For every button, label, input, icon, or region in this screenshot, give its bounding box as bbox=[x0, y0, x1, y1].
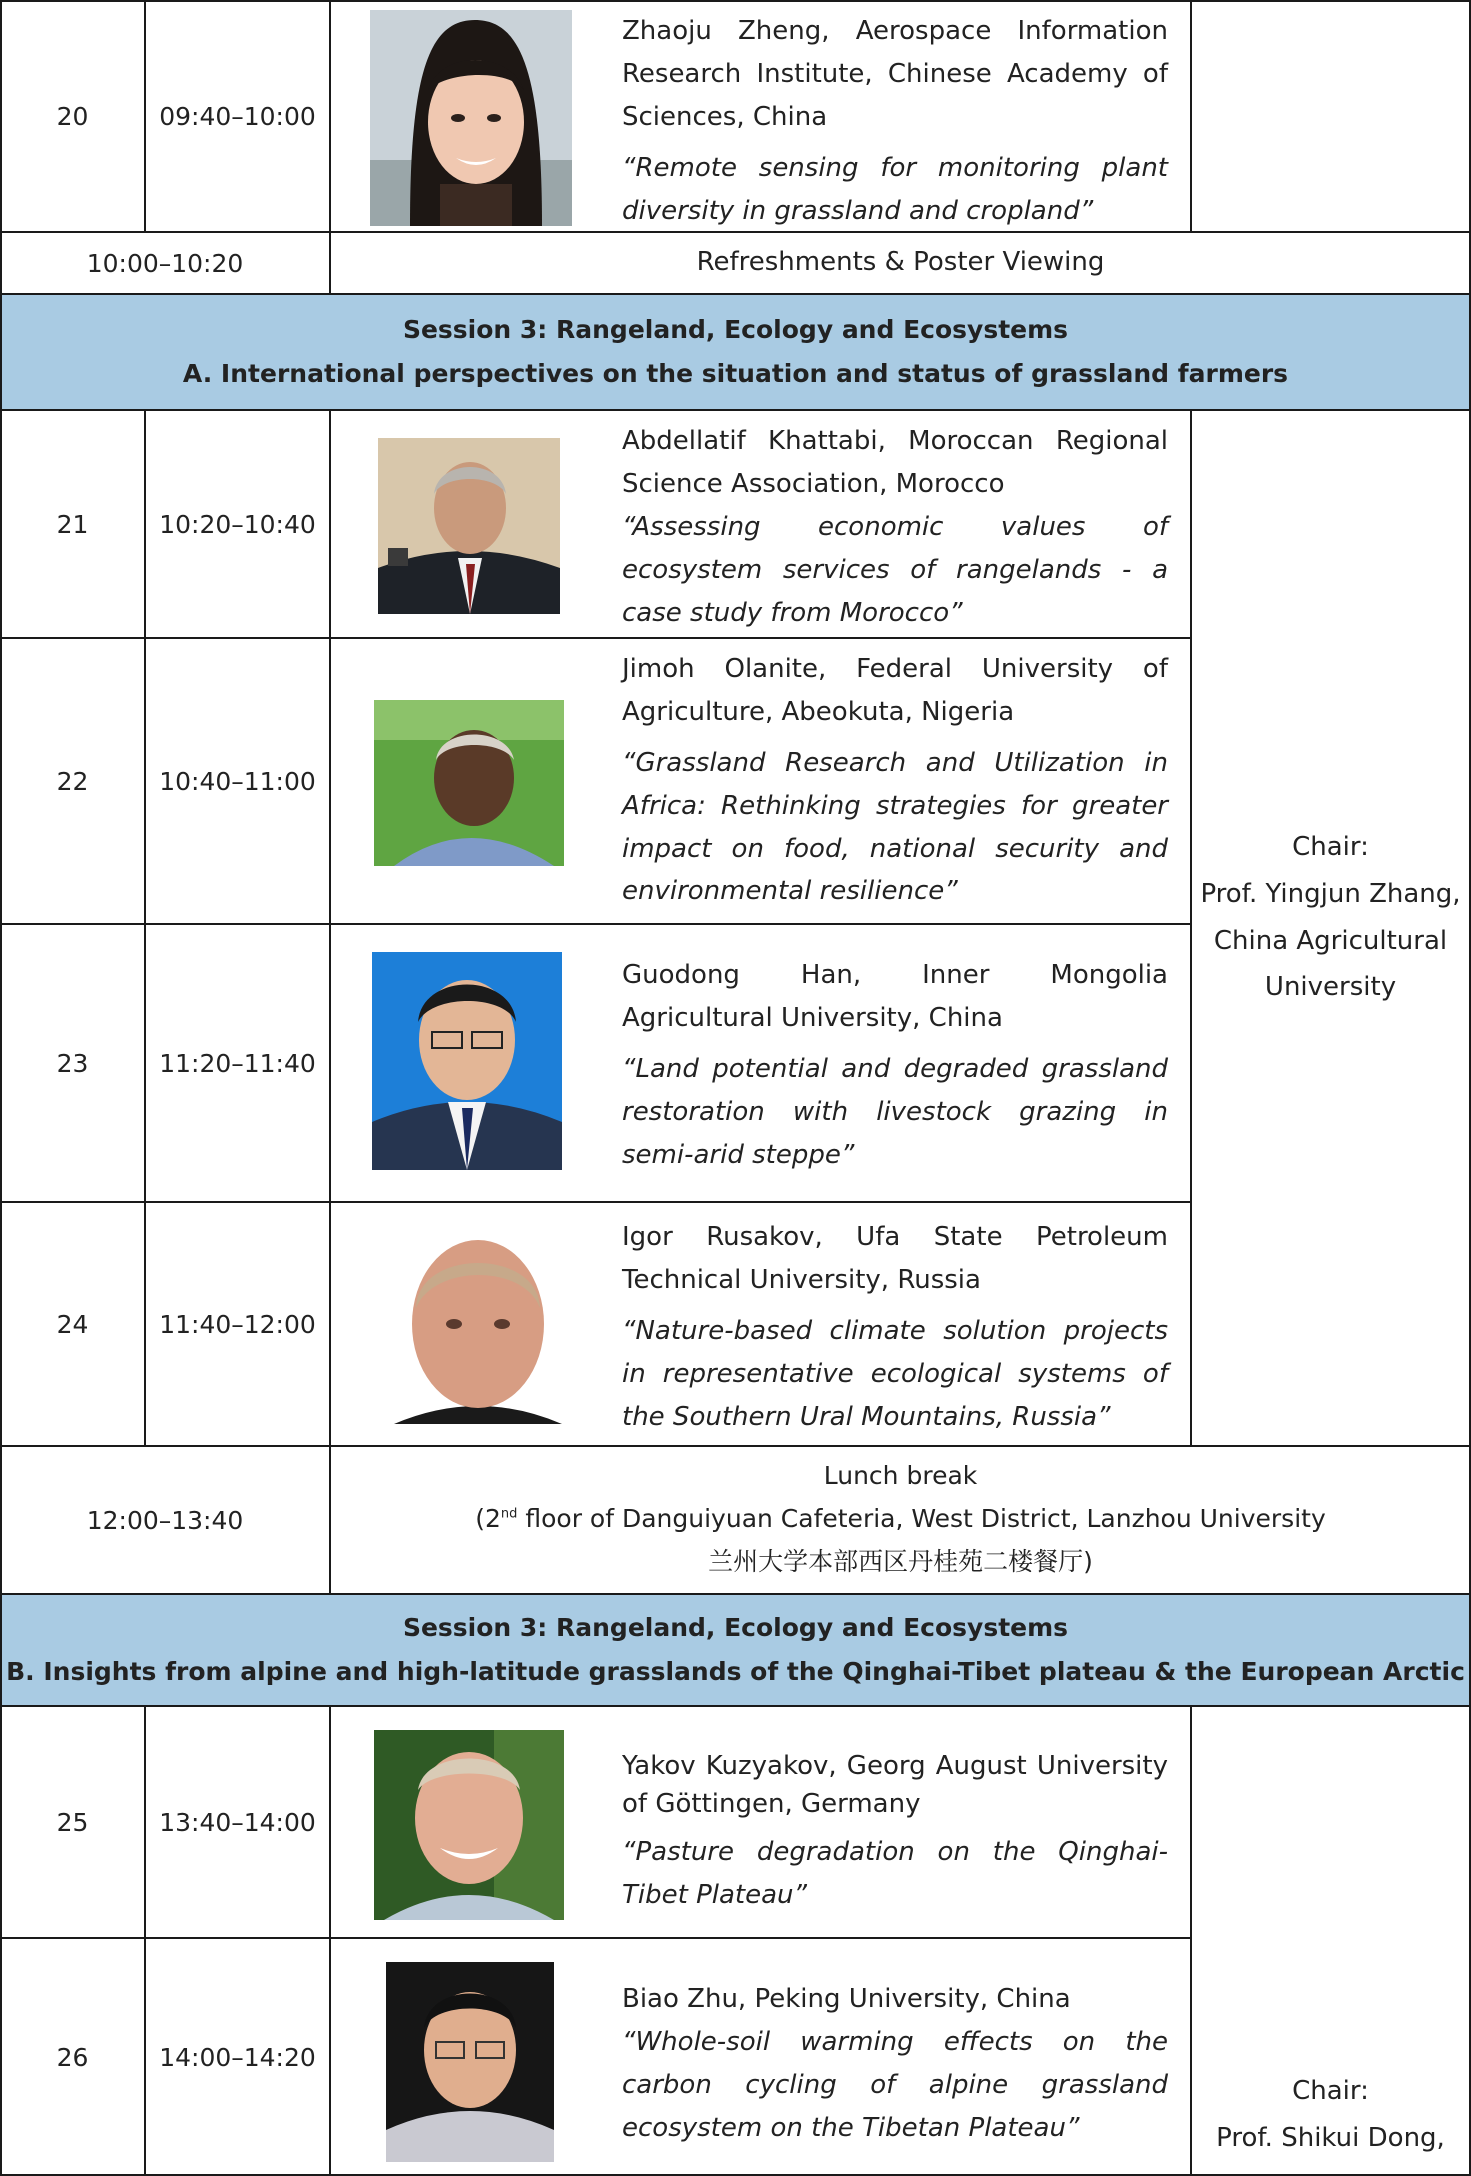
speaker-photo-zheng bbox=[370, 10, 572, 226]
row-time bbox=[145, 924, 330, 1202]
speaker-info bbox=[622, 6, 1182, 228]
talk-title: “Pasture degradation on the Qinghai-Tibet Plateau” bbox=[622, 1837, 1168, 1911]
row-number bbox=[0, 1202, 145, 1446]
lunch-location-chinese: 兰州大学本部西区丹桂苑二楼餐厅) bbox=[708, 1547, 1093, 1576]
speaker-photo-kuzyakov bbox=[374, 1730, 564, 1920]
lunch-location-sup: nd bbox=[500, 1506, 518, 1522]
row-divider bbox=[0, 0, 1471, 2]
speaker-photo-khattabi bbox=[378, 438, 560, 614]
chair-affiliation-line2: University bbox=[1264, 972, 1397, 1003]
row-number bbox=[0, 924, 145, 1202]
row-time-text: 10:40–11:00 bbox=[159, 766, 316, 796]
row-divider bbox=[0, 1445, 1471, 1447]
chair-b bbox=[1190, 1706, 1471, 2176]
break-time bbox=[0, 232, 330, 294]
chair-label: Chair: bbox=[1292, 2076, 1369, 2106]
speaker-photo-han bbox=[372, 952, 562, 1170]
row-divider bbox=[0, 1201, 1191, 1203]
speaker-info bbox=[622, 950, 1182, 1198]
col-divider bbox=[329, 1706, 331, 2176]
row-divider bbox=[0, 409, 1471, 411]
row-time-text: 09:40–10:00 bbox=[159, 101, 316, 131]
speaker-name: Yakov Kuzyakov, Georg August University of Göttingen, Germany bbox=[622, 1751, 1168, 1819]
row-divider bbox=[0, 1593, 1471, 1595]
row-number bbox=[0, 1938, 145, 2176]
speaker-photo-zhu bbox=[386, 1962, 554, 2162]
row-number bbox=[0, 1706, 145, 1938]
break-time-text: 10:00–10:20 bbox=[86, 248, 244, 278]
row-time bbox=[145, 1706, 330, 1938]
col-divider bbox=[329, 0, 331, 232]
session-header-a bbox=[0, 294, 1471, 410]
row-number-text: 24 bbox=[56, 1309, 89, 1339]
row-number-text: 26 bbox=[56, 2042, 89, 2072]
row-time bbox=[145, 410, 330, 638]
col-divider bbox=[1190, 410, 1192, 1446]
row-time-text: 11:40–12:00 bbox=[159, 1309, 316, 1339]
talk-title: “Assessing economic values of ecosystem services of rangelands - a case study from Morocco” bbox=[622, 511, 1168, 628]
lunch-location-rest: floor of Danguiyuan Cafeteria, West District, Lanzhou University bbox=[517, 1504, 1326, 1533]
lunch-time-text: 12:00–13:40 bbox=[86, 1505, 244, 1535]
lunch-location-prefix: (2 bbox=[475, 1504, 501, 1533]
row-time-text: 11:20–11:40 bbox=[159, 1048, 316, 1078]
col-divider bbox=[329, 1446, 331, 1594]
break-label bbox=[330, 232, 1471, 294]
col-divider bbox=[329, 410, 331, 1446]
row-divider bbox=[0, 231, 1471, 233]
speaker-name: Guodong Han, Inner Mongolia Agricultural University, China bbox=[622, 960, 1168, 1033]
talk-title: “Land potential and degraded grassland restoration with livestock grazing in semi-arid steppe” bbox=[622, 1053, 1168, 1170]
lunch-time bbox=[0, 1446, 330, 1594]
row-time-text: 13:40–14:00 bbox=[159, 1807, 316, 1837]
session-subtitle: B. Insights from alpine and high-latitude grasslands of the Qinghai-Tibet plateau & the European Arctic bbox=[6, 1657, 1465, 1686]
speaker-name: Jimoh Olanite, Federal University of Agriculture, Abeokuta, Nigeria bbox=[622, 654, 1168, 727]
col-divider bbox=[329, 232, 331, 294]
chair-name: Prof. Shikui Dong, bbox=[1216, 2122, 1445, 2153]
row-number-text: 25 bbox=[56, 1807, 89, 1837]
lunch-location bbox=[330, 1497, 1471, 1540]
session-header-b bbox=[0, 1594, 1471, 1706]
speaker-name: Biao Zhu, Peking University, China bbox=[622, 1984, 1071, 2014]
row-number bbox=[0, 638, 145, 924]
speaker-name: Igor Rusakov, Ufa State Petroleum Technical University, Russia bbox=[622, 1222, 1168, 1295]
row-time-text: 10:20–10:40 bbox=[159, 509, 316, 539]
row-number-text: 22 bbox=[56, 766, 89, 796]
row-number bbox=[0, 0, 145, 232]
speaker-photo-olanite bbox=[374, 700, 564, 866]
speaker-name: Abdellatif Khattabi, Moroccan Regional Science Association, Morocco bbox=[622, 426, 1168, 499]
speaker-name: Zhaoju Zheng, Aerospace Information Research Institute, Chinese Academy of Sciences, China bbox=[622, 16, 1168, 132]
row-time bbox=[145, 638, 330, 924]
chair-label: Chair: bbox=[1292, 832, 1369, 862]
speaker-photo-rusakov bbox=[394, 1228, 562, 1424]
speaker-info bbox=[622, 416, 1182, 634]
row-divider bbox=[0, 637, 1191, 639]
row-number bbox=[0, 410, 145, 638]
talk-title: “Grassland Research and Utilization in Africa: Rethinking strategies for greater impact on food, national security and environmental resilience” bbox=[622, 747, 1168, 907]
speaker-info bbox=[622, 1744, 1182, 1934]
row-number-text: 20 bbox=[56, 101, 89, 131]
lunch-info bbox=[330, 1446, 1471, 1594]
talk-title: “Whole-soil warming effects on the carbon cycling of alpine grassland ecosystem on the Tibetan Plateau” bbox=[622, 2026, 1168, 2143]
lunch-label: Lunch break bbox=[823, 1461, 978, 1490]
row-time bbox=[145, 1938, 330, 2176]
row-divider bbox=[0, 293, 1471, 295]
col-divider bbox=[144, 0, 146, 232]
talk-title: “Nature-based climate solution projects in representative ecological systems of the Southern Ural Mountains, Russia” bbox=[622, 1315, 1168, 1432]
col-divider bbox=[1190, 0, 1192, 232]
talk-title: “Remote sensing for monitoring plant diversity in grassland and cropland” bbox=[622, 152, 1168, 226]
chair-a bbox=[1190, 410, 1471, 1446]
row-divider bbox=[0, 1937, 1191, 1939]
row-number-text: 23 bbox=[56, 1048, 89, 1078]
table-border-left bbox=[0, 0, 2, 2176]
row-number-text: 21 bbox=[56, 509, 89, 539]
speaker-info bbox=[622, 644, 1182, 922]
chair-affiliation-line1: China Agricultural bbox=[1213, 925, 1448, 956]
speaker-info bbox=[622, 1974, 1182, 2172]
col-divider bbox=[144, 410, 146, 1446]
row-time bbox=[145, 1202, 330, 1446]
break-label-text: Refreshments & Poster Viewing bbox=[696, 247, 1105, 278]
row-time bbox=[145, 0, 330, 232]
row-divider bbox=[0, 1705, 1471, 1707]
session-title: Session 3: Rangeland, Ecology and Ecosystems bbox=[402, 315, 1069, 345]
speaker-info bbox=[622, 1212, 1182, 1444]
col-divider bbox=[144, 1706, 146, 2176]
chair-name: Prof. Yingjun Zhang, bbox=[1200, 878, 1461, 909]
session-subtitle: A. International perspectives on the situation and status of grassland farmers bbox=[182, 359, 1289, 388]
row-divider bbox=[0, 923, 1191, 925]
col-divider bbox=[1190, 1706, 1192, 2176]
row-time-text: 14:00–14:20 bbox=[159, 2042, 316, 2072]
session-title: Session 3: Rangeland, Ecology and Ecosystems bbox=[402, 1613, 1069, 1643]
